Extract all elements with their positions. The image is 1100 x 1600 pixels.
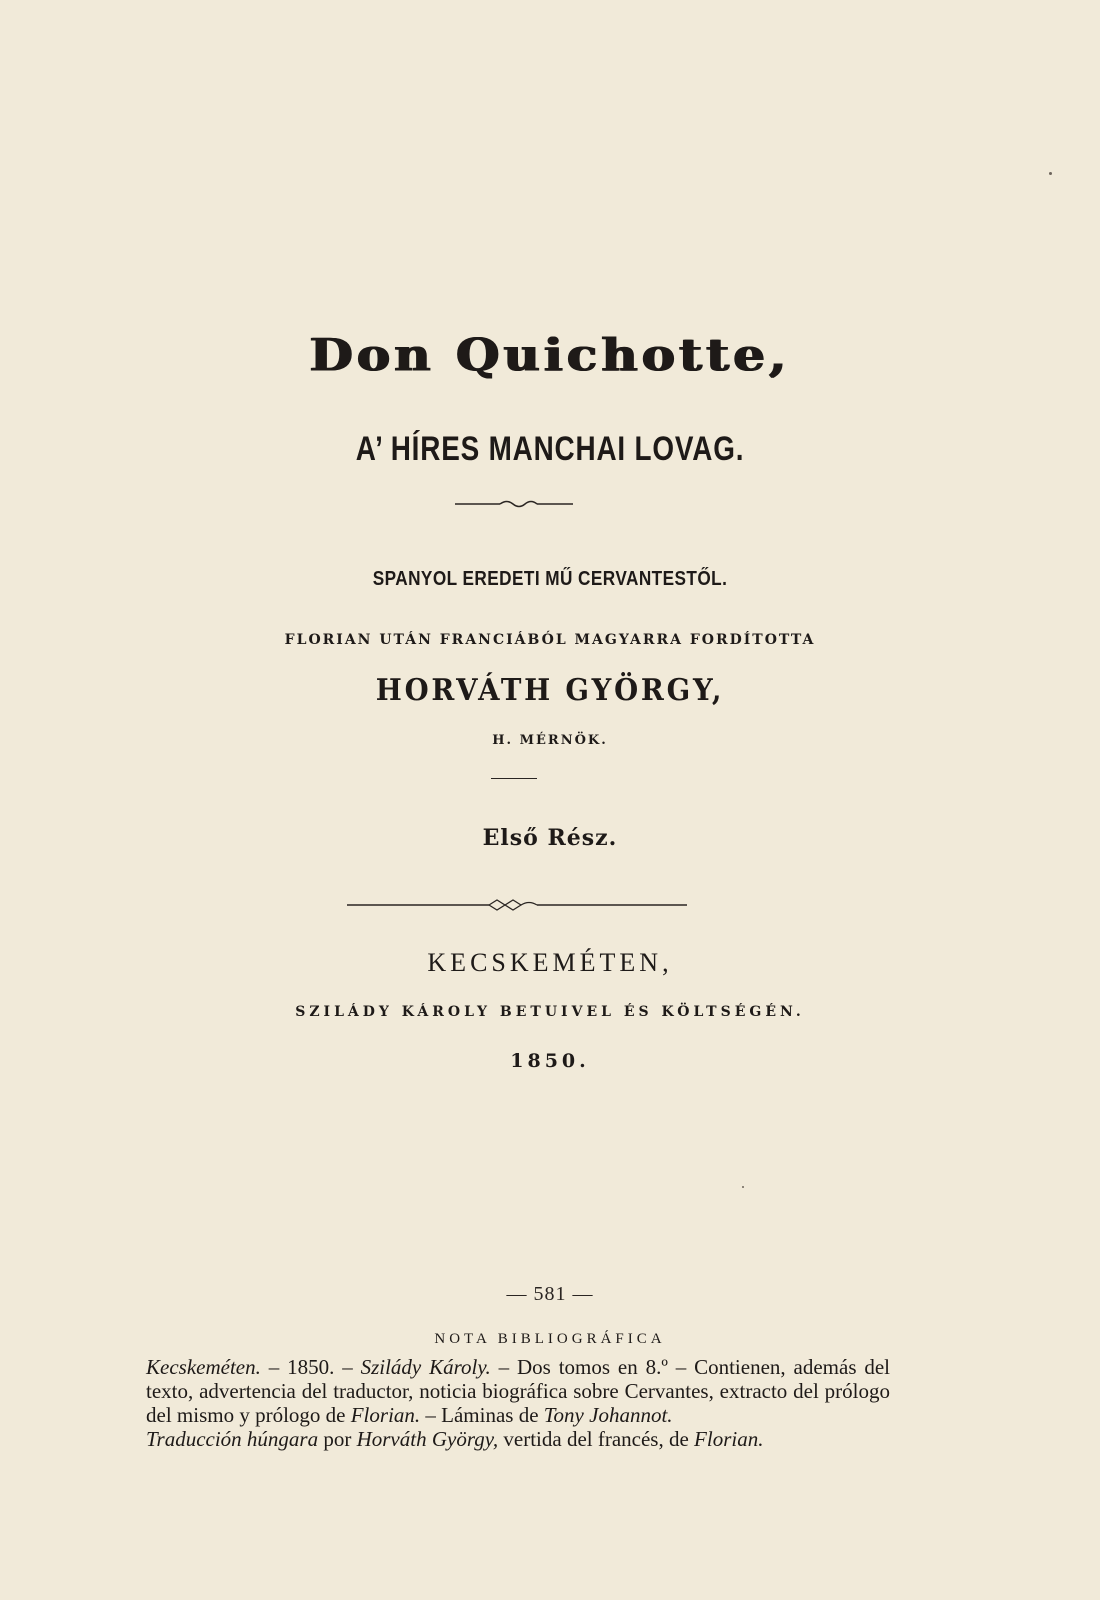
original-work-line: SPANYOL EREDETI MŰ CERVANTESTŐL. [372,568,728,590]
translator-name: HORVÁTH GYÖRGY, [375,673,725,708]
paper-speck [1049,172,1052,175]
publication-year: 1850. [510,1050,590,1072]
translator-role: H. MÉRNÖK. [492,733,608,748]
printer-line: SZILÁDY KÁROLY BETUIVEL ÉS KÖLTSÉGÉN. [295,1004,805,1020]
flourish-ornament [455,497,575,511]
note-heading: NOTA BIBLIOGRÁFICA [434,1331,666,1347]
translation-credit: FLORIAN UTÁN FRANCIÁBÓL MAGYARRA FORDÍTOTTA [284,632,816,648]
divider-ornament [347,898,687,912]
note-paragraph-2: Traducción húngara por Horváth György, vertida del francés, de Florian. [146,1427,764,1451]
part-label: Első Rész. [482,825,618,851]
paper-speck [742,1186,744,1188]
book-title: Don Quichotte, [309,328,791,382]
bibliographic-note [146,1355,890,1451]
short-rule [491,778,537,779]
page-number: — 581 — [506,1283,594,1305]
book-subtitle: A’ HÍRES MANCHAI LOVAG. [355,430,745,468]
note-paragraph-1: Kecskeméten. – 1850. – Szilády Károly. – Dos tomos en 8.º – Contienen, además del texto, advertencia del traductor, noticia biográfica sobre Cervantes, extracto del prólogo del mismo y prólogo de Florian. – Láminas de Tony Johannot. [146,1355,891,1427]
publication-city: KECSKEMÉTEN, [427,948,673,977]
